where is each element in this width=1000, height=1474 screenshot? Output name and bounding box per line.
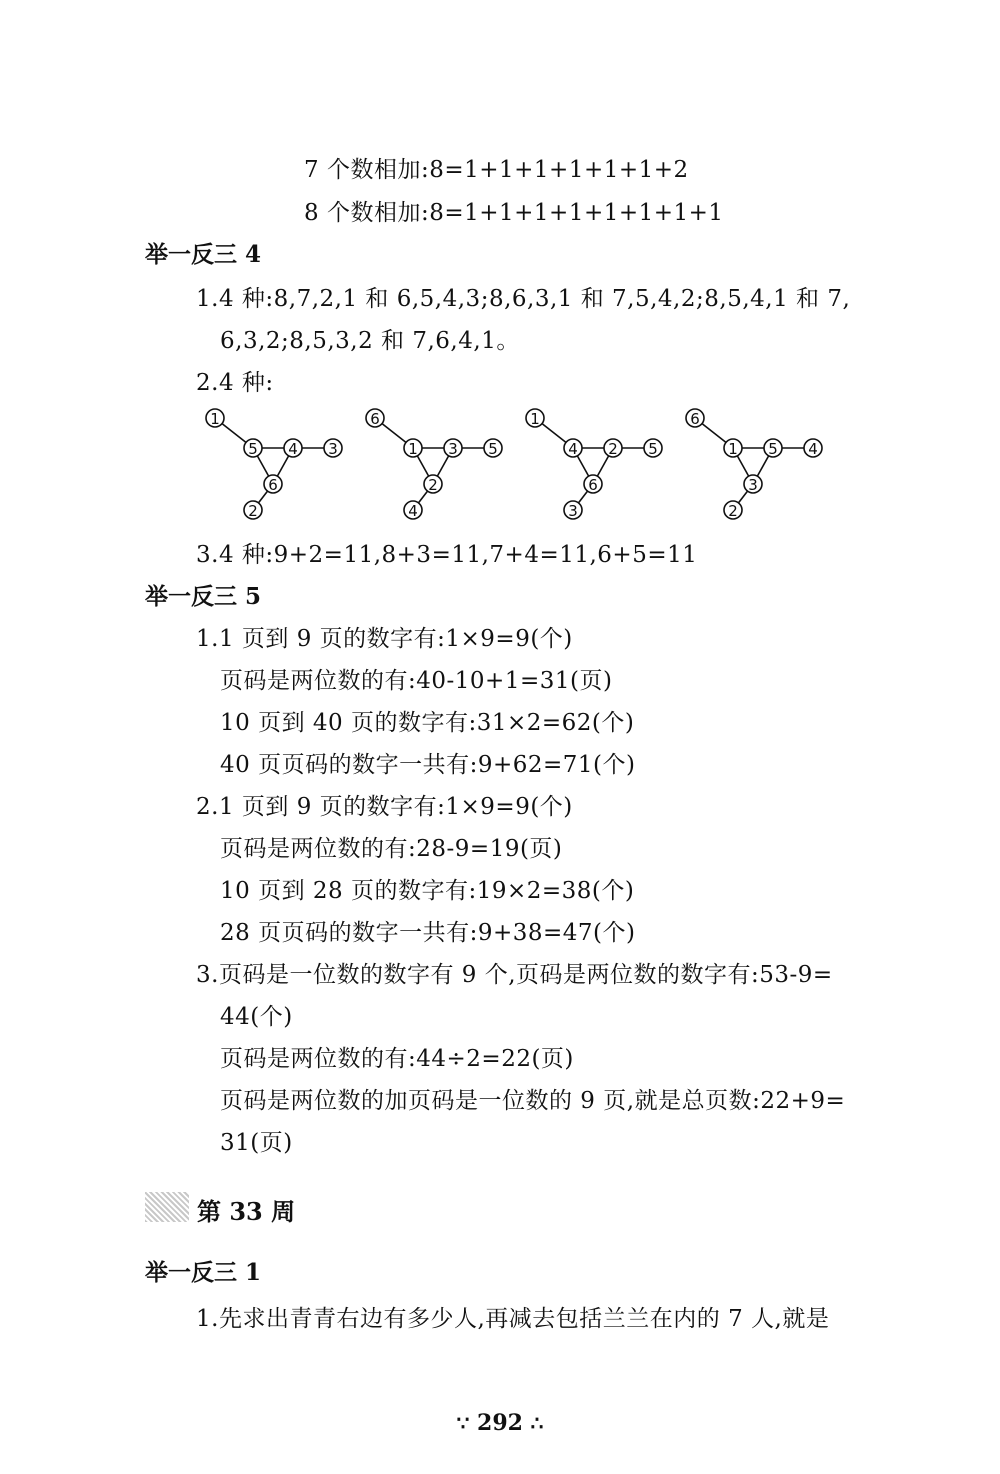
footer-right-mark: ∴ <box>530 1411 544 1435</box>
graph-edge <box>577 456 588 476</box>
node-label: 1 <box>530 410 540 428</box>
node-label: 3 <box>748 476 758 494</box>
graph-edge <box>437 456 448 476</box>
graph-node <box>444 439 462 458</box>
node-label: 6 <box>690 410 700 428</box>
graph-node <box>366 409 384 428</box>
graph-edge <box>737 456 748 476</box>
graph-node <box>644 439 662 458</box>
line-8-numbers: 8 个数相加:8=1+1+1+1+1+1+1+1 <box>304 200 724 226</box>
graph-node <box>804 439 822 458</box>
page-number: 292 <box>477 1410 523 1436</box>
node-label: 4 <box>568 440 578 458</box>
node-label: 2 <box>728 502 738 520</box>
node-label: 3 <box>568 502 578 520</box>
page-number-footer <box>0 1410 1000 1436</box>
graph-node <box>584 475 602 494</box>
graph-edge <box>277 456 288 476</box>
graph-edge <box>417 456 428 476</box>
node-label: 6 <box>370 410 380 428</box>
node-label: 6 <box>268 476 278 494</box>
answer-line: 页码是两位数的有:40-10+1=31(页) <box>220 668 613 694</box>
section-heading-5: 举一反三 5 <box>145 583 262 610</box>
graph-node <box>724 439 742 458</box>
week-title: 第 33 周 <box>197 1197 296 1226</box>
section-heading-4: 举一反三 4 <box>145 241 262 268</box>
node-label: 3 <box>328 440 338 458</box>
graph-node <box>724 501 742 520</box>
footer-left-mark: ∵ <box>456 1411 470 1435</box>
triangle-diagrams <box>205 402 835 532</box>
graph-node <box>686 409 704 428</box>
node-label: 5 <box>768 440 778 458</box>
node-label: 2 <box>608 440 618 458</box>
graph-node <box>764 439 782 458</box>
node-label: 1 <box>408 440 418 458</box>
answer-line: 6,3,2;8,5,3,2 和 7,6,4,1。 <box>220 328 520 354</box>
graph-node <box>744 475 762 494</box>
answer-line: 1.1 页到 9 页的数字有:1×9=9(个) <box>196 626 573 652</box>
graph-node <box>484 439 502 458</box>
node-label: 4 <box>408 502 418 520</box>
line-7-numbers: 7 个数相加:8=1+1+1+1+1+1+2 <box>304 157 689 183</box>
graph-node <box>404 439 422 458</box>
answer-line: 3.4 种:9+2=11,8+3=11,7+4=11,6+5=11 <box>196 542 698 568</box>
answer-line: 页码是两位数的加页码是一位数的 9 页,就是总页数:22+9= <box>220 1088 846 1114</box>
graph-node <box>564 439 582 458</box>
graph-node <box>424 475 442 494</box>
graph-node <box>324 439 342 458</box>
answer-line: 1.先求出青青右边有多少人,再减去包括兰兰在内的 7 人,就是 <box>196 1306 830 1332</box>
triangle-graph <box>686 409 822 520</box>
graph-edge <box>257 456 268 476</box>
answer-line: 28 页页码的数字一共有:9+38=47(个) <box>220 920 636 946</box>
graph-node <box>244 501 262 520</box>
answer-line: 40 页页码的数字一共有:9+62=71(个) <box>220 752 636 778</box>
answer-line: 31(页) <box>220 1130 293 1156</box>
answer-line: 10 页到 40 页的数字有:31×2=62(个) <box>220 710 635 736</box>
graph-edge <box>578 491 587 503</box>
node-label: 5 <box>648 440 658 458</box>
answer-line: 1.4 种:8,7,2,1 和 6,5,4,3;8,6,3,1 和 7,5,4,2;8,5,4,1 和 7, <box>196 286 851 312</box>
graph-edge <box>757 456 768 476</box>
graph-node <box>284 439 302 458</box>
node-label: 4 <box>288 440 298 458</box>
answer-line: 44(个) <box>220 1004 293 1030</box>
node-label: 4 <box>808 440 818 458</box>
triangle-graph <box>526 409 662 520</box>
graph-node <box>264 475 282 494</box>
answer-line: 2.1 页到 9 页的数字有:1×9=9(个) <box>196 794 573 820</box>
answer-line: 页码是两位数的有:28-9=19(页) <box>220 836 563 862</box>
graph-edge <box>258 491 267 503</box>
graph-node <box>206 409 224 428</box>
graph-edge <box>222 424 246 443</box>
graph-edge <box>738 491 747 503</box>
graph-node <box>604 439 622 458</box>
node-label: 6 <box>588 476 598 494</box>
node-label: 3 <box>448 440 458 458</box>
graph-edge <box>382 424 406 443</box>
answer-line: 页码是两位数的有:44÷2=22(页) <box>220 1046 574 1072</box>
graph-node <box>404 501 422 520</box>
node-label: 1 <box>728 440 738 458</box>
answer-line: 3.页码是一位数的数字有 9 个,页码是两位数的数字有:53-9= <box>196 962 833 988</box>
diagram-svg <box>205 402 835 532</box>
graph-node <box>526 409 544 428</box>
week-header-shade <box>145 1192 189 1222</box>
node-label: 5 <box>488 440 498 458</box>
graph-edge <box>597 456 608 476</box>
node-label: 2 <box>428 476 438 494</box>
section-heading-1: 举一反三 1 <box>145 1259 262 1286</box>
graph-edge <box>542 424 566 443</box>
graph-edge <box>418 491 427 503</box>
node-label: 5 <box>248 440 258 458</box>
graph-edge <box>702 424 726 443</box>
triangle-graph <box>206 409 342 520</box>
graph-node <box>564 501 582 520</box>
graph-node <box>244 439 262 458</box>
answer-line: 10 页到 28 页的数字有:19×2=38(个) <box>220 878 635 904</box>
node-label: 2 <box>248 502 258 520</box>
triangle-graph <box>366 409 502 520</box>
node-label: 1 <box>210 410 220 428</box>
answer-line: 2.4 种: <box>196 370 274 396</box>
